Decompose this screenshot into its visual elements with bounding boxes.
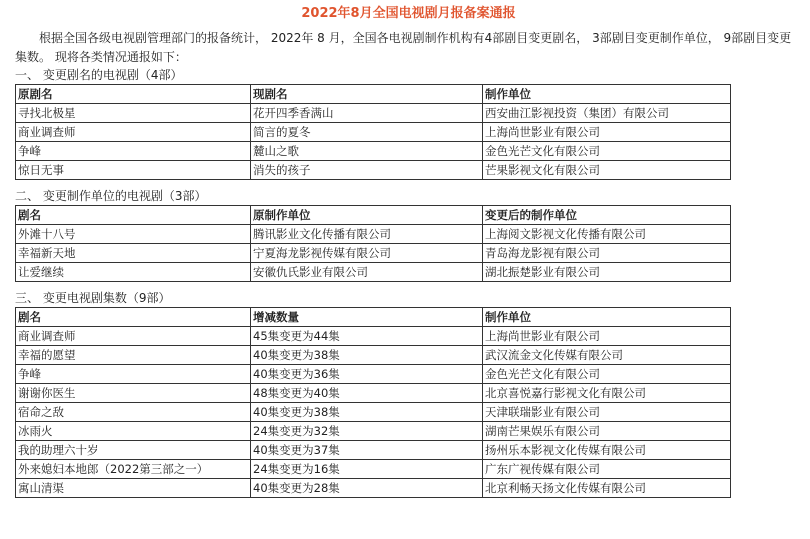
intro-paragraph: 根据全国各级电视剧管理部门的报备统计， 2022年 8 月，全国各电视剧制作机构有4部剧目变更剧名， 3部剧目变更制作单位， 9部剧目变更集数。 现将各类情况通报如下： — [15, 31, 792, 64]
table-cell: 简言的夏冬 — [251, 123, 483, 142]
table-cell: 寓山清渠 — [16, 479, 251, 498]
table-cell: 惊日无事 — [16, 161, 251, 180]
column-header: 增减数量 — [251, 308, 483, 327]
table-cell: 商业调查师 — [16, 327, 251, 346]
column-header: 制作单位 — [483, 308, 731, 327]
table-row — [16, 142, 731, 161]
table-cell: 北京利畅天扬文化传媒有限公司 — [483, 479, 731, 498]
table-cell: 金色光芒文化有限公司 — [483, 365, 731, 384]
table-cell: 上海阅文影视文化传播有限公司 — [483, 225, 731, 244]
table-cell: 湖南芒果娱乐有限公司 — [483, 422, 731, 441]
table-row — [16, 384, 731, 403]
table-cell: 40集变更为38集 — [251, 403, 483, 422]
table-cell: 湖北振楚影业有限公司 — [483, 263, 731, 282]
table-row — [16, 244, 731, 263]
table-header-row — [16, 206, 731, 225]
table-cell: 武汉流金文化传媒有限公司 — [483, 346, 731, 365]
table-header-row — [16, 308, 731, 327]
table-cell: 宿命之敌 — [16, 403, 251, 422]
table-cell: 花开四季香满山 — [251, 104, 483, 123]
column-header: 剧名 — [16, 308, 251, 327]
table-cell: 幸福新天地 — [16, 244, 251, 263]
section-2-heading: 二、 变更制作单位的电视剧（3部） — [15, 189, 207, 203]
table-cell: 金色光芒文化有限公司 — [483, 142, 731, 161]
table-row — [16, 327, 731, 346]
table-cell: 40集变更为38集 — [251, 346, 483, 365]
table-cell: 外来媳妇本地郎（2022第三部之一） — [16, 460, 251, 479]
table-row — [16, 422, 731, 441]
table-cell: 天津联瑞影业有限公司 — [483, 403, 731, 422]
table-row — [16, 346, 731, 365]
table-row — [16, 460, 731, 479]
table-row — [16, 263, 731, 282]
table-row — [16, 403, 731, 422]
table-cell: 幸福的愿望 — [16, 346, 251, 365]
table-row — [16, 441, 731, 460]
column-header: 现剧名 — [251, 85, 483, 104]
table-cell: 北京喜悦嘉行影视文化有限公司 — [483, 384, 731, 403]
table-cell: 40集变更为36集 — [251, 365, 483, 384]
table-cell: 扬州乐本影视文化传媒有限公司 — [483, 441, 731, 460]
page-title: 2022年8月全国电视剧月报备案通报 — [301, 6, 516, 21]
table-cell: 广东广视传媒有限公司 — [483, 460, 731, 479]
table-cell: 消失的孩子 — [251, 161, 483, 180]
table-cell: 麓山之歌 — [251, 142, 483, 161]
table-cell: 上海尚世影业有限公司 — [483, 123, 731, 142]
table-cell: 争峰 — [16, 365, 251, 384]
section-3-table — [15, 307, 731, 498]
table-cell: 商业调查师 — [16, 123, 251, 142]
section-1-table — [15, 84, 731, 180]
column-header: 原制作单位 — [251, 206, 483, 225]
table-row — [16, 365, 731, 384]
table-cell: 外滩十八号 — [16, 225, 251, 244]
table-cell: 冰雨火 — [16, 422, 251, 441]
section-2-table — [15, 205, 731, 282]
table-cell: 宁夏海龙影视传媒有限公司 — [251, 244, 483, 263]
table-cell: 腾讯影业文化传播有限公司 — [251, 225, 483, 244]
table-cell: 40集变更为28集 — [251, 479, 483, 498]
column-header: 制作单位 — [483, 85, 731, 104]
table-header-row — [16, 85, 731, 104]
table-cell: 芒果影视文化有限公司 — [483, 161, 731, 180]
column-header: 原剧名 — [16, 85, 251, 104]
column-header: 剧名 — [16, 206, 251, 225]
table-row — [16, 479, 731, 498]
document — [0, 3, 810, 498]
table-cell: 让爱继续 — [16, 263, 251, 282]
table-cell: 24集变更为32集 — [251, 422, 483, 441]
table-row — [16, 161, 731, 180]
table-cell: 40集变更为37集 — [251, 441, 483, 460]
table-cell: 45集变更为44集 — [251, 327, 483, 346]
table-cell: 谢谢你医生 — [16, 384, 251, 403]
table-cell: 我的助理六十岁 — [16, 441, 251, 460]
table-cell: 上海尚世影业有限公司 — [483, 327, 731, 346]
table-cell: 安徽仇氏影业有限公司 — [251, 263, 483, 282]
table-row — [16, 225, 731, 244]
table-cell: 西安曲江影视投资（集团）有限公司 — [483, 104, 731, 123]
table-cell: 争峰 — [16, 142, 251, 161]
column-header: 变更后的制作单位 — [483, 206, 731, 225]
table-row — [16, 123, 731, 142]
section-1-heading: 一、 变更剧名的电视剧（4部） — [15, 68, 183, 82]
table-row — [16, 104, 731, 123]
table-cell: 寻找北极星 — [16, 104, 251, 123]
section-3-heading: 三、 变更电视剧集数（9部） — [15, 291, 171, 305]
table-cell: 青岛海龙影视有限公司 — [483, 244, 731, 263]
table-cell: 48集变更为40集 — [251, 384, 483, 403]
table-cell: 24集变更为16集 — [251, 460, 483, 479]
